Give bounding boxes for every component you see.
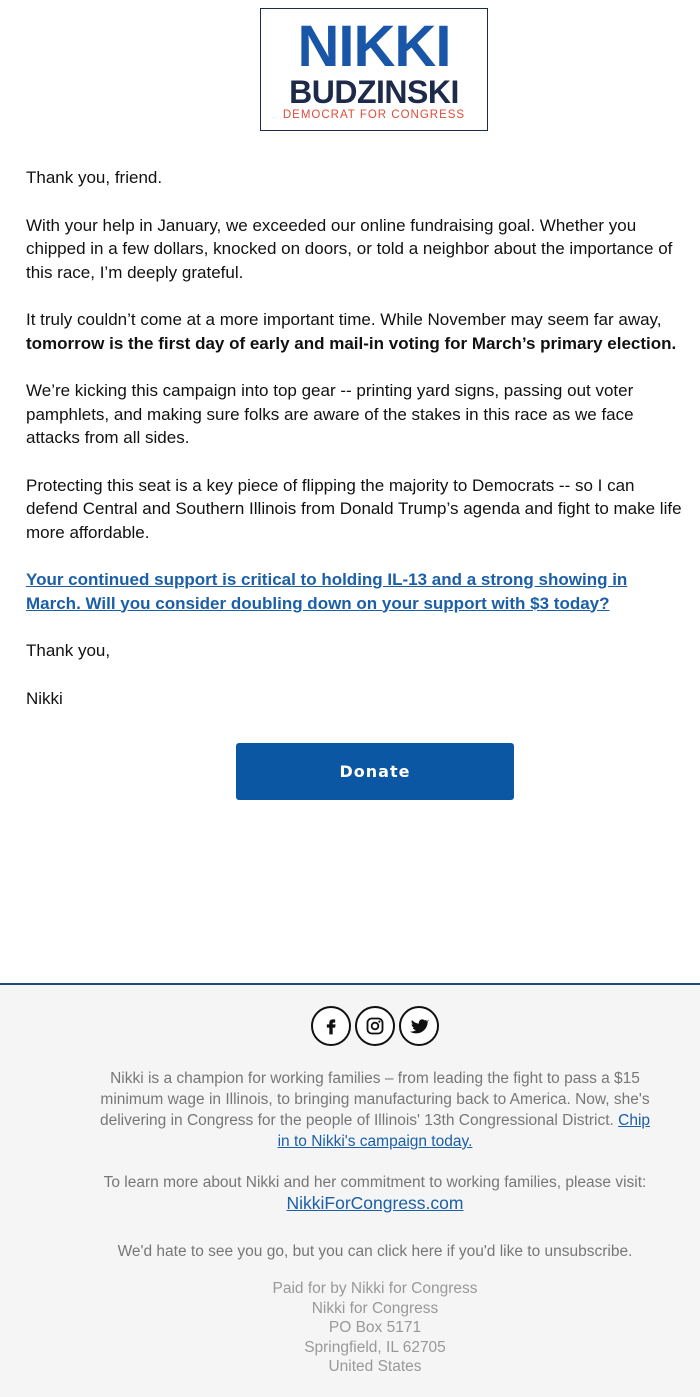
signature: Nikki xyxy=(26,688,63,708)
website-link[interactable]: NikkiForCongress.com xyxy=(286,1193,464,1213)
bio-line: delivering in Congress for the people of Illinois' 13th Congressional District. xyxy=(99,1112,614,1129)
po-box-line: PO Box 5171 xyxy=(328,1319,422,1336)
logo-tagline: DEMOCRAT FOR CONGRESS xyxy=(282,109,466,121)
footer-address xyxy=(85,1279,665,1377)
paragraph-bold-line: tomorrow is the first day of early and mail-in voting for March’s primary election. xyxy=(26,333,677,353)
cta-link-line1[interactable]: Your continued support is critical to holding IL-13 and a strong showing in xyxy=(26,570,628,589)
cta-link-line2[interactable]: March. Will you consider doubling down on your support with $3 today? xyxy=(26,593,610,613)
chip-in-link-part1[interactable]: Chip xyxy=(618,1112,651,1129)
paragraph-line: It truly couldn’t come at a more important time. While November may seem far away, xyxy=(26,310,662,329)
paragraph-line: this race, I’m deeply grateful. xyxy=(26,262,244,282)
learn-more-text: To learn more about Nikki and her commitment to working families, please visit: xyxy=(103,1174,647,1191)
unsubscribe-text[interactable]: We'd hate to see you go, but you can click here if you'd like to unsubscribe. xyxy=(117,1243,633,1260)
footer xyxy=(0,983,700,1397)
org-line: Nikki for Congress xyxy=(311,1299,439,1317)
paragraph-line: defend Central and Southern Illinois from Donald Trump’s agenda and fight to make life xyxy=(26,499,682,518)
paragraph-line: chipped in a few dollars, knocked on doors, or told a neighbor about the importance of xyxy=(26,239,673,258)
email-body xyxy=(26,166,700,734)
campaign-logo xyxy=(260,8,488,131)
paragraph-line: more affordable. xyxy=(26,522,150,542)
paragraph-line: With your help in January, we exceeded our online fundraising goal. Whether you xyxy=(26,215,637,235)
paragraph-seat xyxy=(26,474,700,545)
instagram-icon[interactable] xyxy=(355,1006,395,1046)
paragraph-line: attacks from all sides. xyxy=(26,428,190,447)
bio-line: Nikki is a champion for working families – from leading the fight to pass a $15 xyxy=(110,1070,640,1087)
footer-learn-more xyxy=(85,1172,665,1215)
twitter-icon[interactable] xyxy=(399,1006,439,1046)
paid-for-line: Paid for by Nikki for Congress xyxy=(272,1280,478,1297)
paragraph-fundraising xyxy=(26,214,700,285)
logo-last-name: BUDZINSKI xyxy=(289,74,459,110)
closing: Thank you, xyxy=(26,641,111,660)
paragraph-campaign xyxy=(26,379,700,450)
social-links xyxy=(0,1006,700,1048)
greeting: Thank you, friend. xyxy=(26,168,163,187)
chip-in-link-part2[interactable]: in to Nikki's campaign today. xyxy=(277,1133,473,1150)
donate-button[interactable]: Donate xyxy=(236,743,514,800)
paragraph-line: pamphlets, and making sure folks are aware of the stakes in this race as we face xyxy=(26,404,634,424)
city-line: Springfield, IL 62705 xyxy=(304,1338,446,1356)
paragraph-line: Protecting this seat is a key piece of flipping the majority to Democrats -- so I can xyxy=(26,475,635,495)
bio-line: minimum wage in Illinois, to bringing manufacturing back to America. Now, she's xyxy=(100,1091,650,1108)
country-line: United States xyxy=(328,1358,422,1375)
paragraph-timing xyxy=(26,308,700,355)
footer-bio xyxy=(85,1068,665,1152)
logo-first-name: NIKKI xyxy=(297,14,451,79)
cta-paragraph xyxy=(26,568,700,615)
paragraph-line: We’re kicking this campaign into top gear -- printing yard signs, passing out voter xyxy=(26,381,634,400)
facebook-icon[interactable] xyxy=(311,1006,351,1046)
